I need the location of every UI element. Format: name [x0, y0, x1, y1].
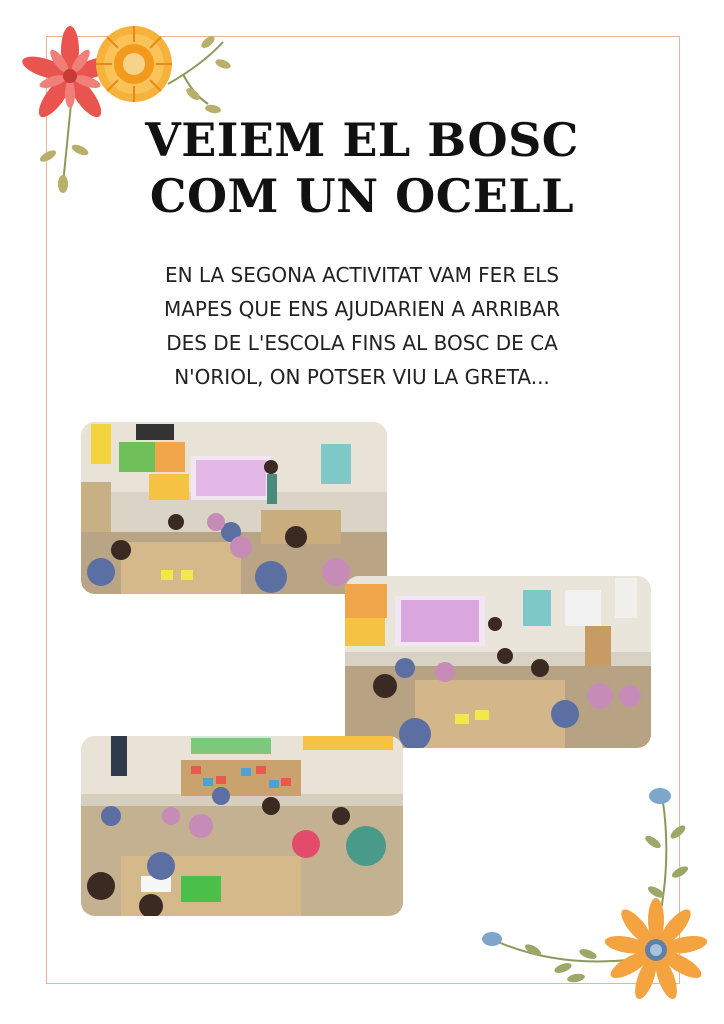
classroom-photo-3: [81, 736, 403, 916]
description-text: [0, 258, 724, 394]
page-title: [0, 112, 724, 224]
classroom-photo-1: [81, 422, 387, 594]
title-line-2: COM UN OCELL: [149, 169, 575, 223]
description-line-3: DES DE L'ESCOLA FINS AL BOSC DE CA: [166, 331, 558, 355]
flower-decoration-bottom-right: [478, 782, 708, 1002]
classroom-photo-2: [345, 576, 651, 748]
title-line-1: VEIEM EL BOSC: [145, 113, 579, 167]
description-line-1: EN LA SEGONA ACTIVITAT VAM FER ELS: [164, 263, 560, 287]
description-line-4: N'ORIOL, ON POTSER VIU LA GRETA...: [174, 365, 550, 389]
description-line-2: MAPES QUE ENS AJUDARIEN A ARRIBAR: [163, 297, 561, 321]
